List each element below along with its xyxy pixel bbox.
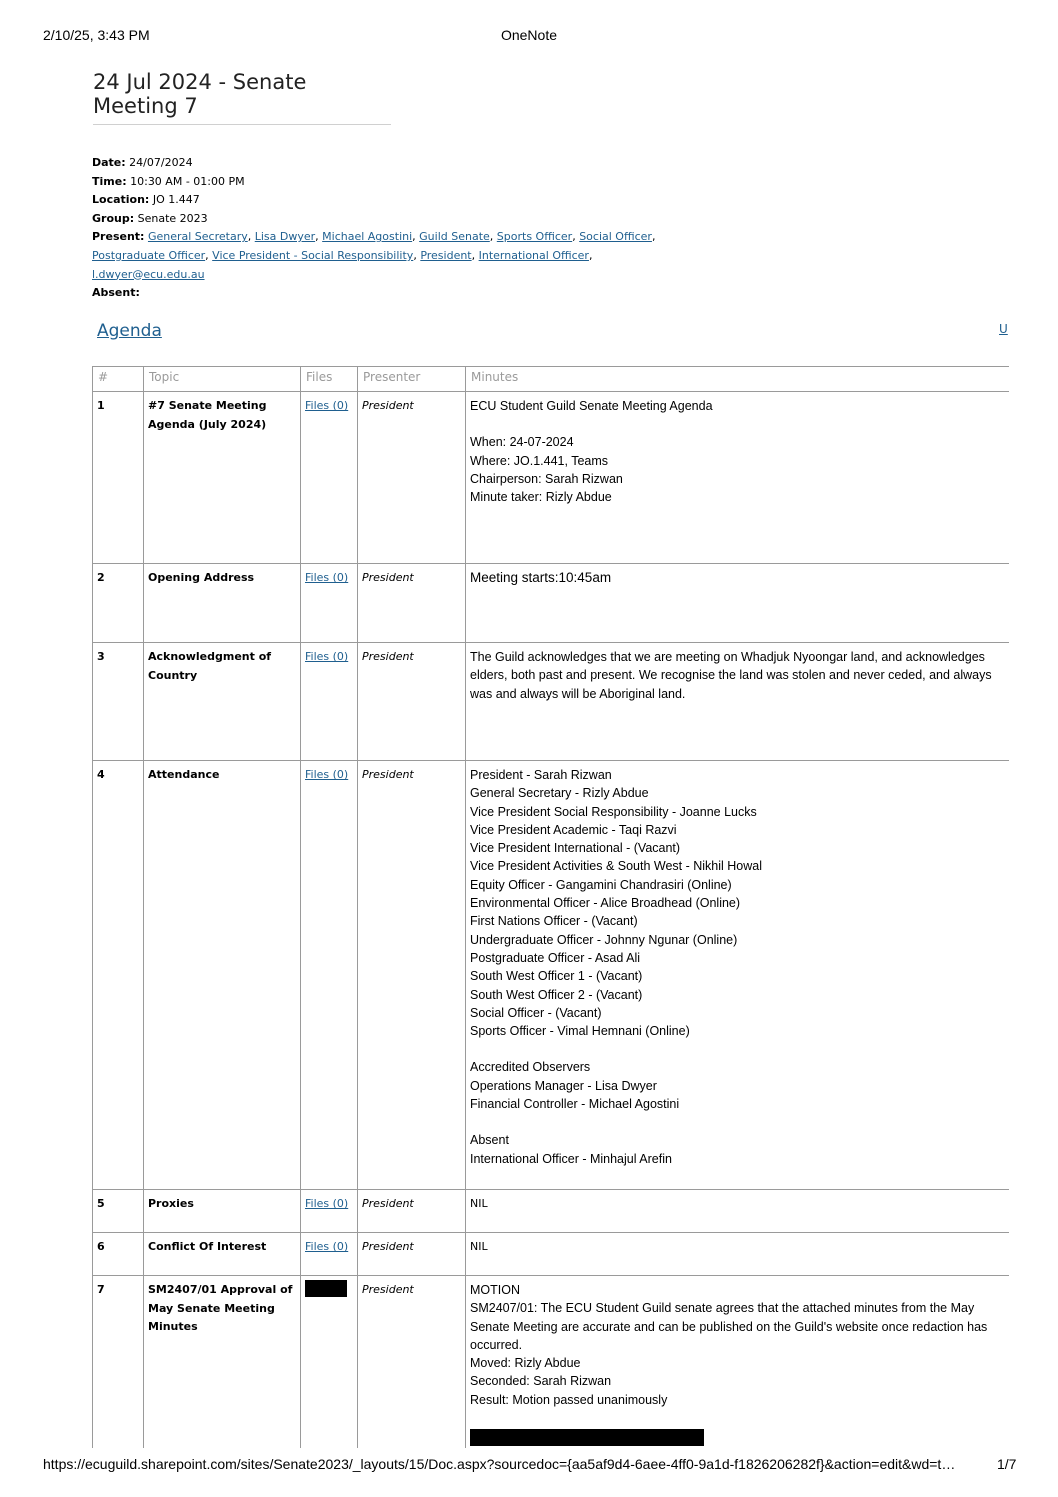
row-presenter: President: [358, 1190, 466, 1233]
minutes-line: Vice President Activities & South West - Nikhil Howal: [470, 859, 763, 874]
time-label: Time:: [92, 174, 127, 188]
minutes-line: Meeting starts:10:45am: [470, 570, 612, 585]
date-label: Date:: [92, 156, 126, 169]
location-label: Location:: [92, 193, 150, 207]
table-row: [93, 643, 1010, 761]
minutes-line: Chairperson: Sarah Rizwan: [470, 471, 623, 486]
files-link[interactable]: Files (0): [305, 768, 349, 781]
agenda-table: [92, 366, 1009, 1448]
present-link[interactable]: General Secretary: [147, 230, 248, 244]
print-datetime: 2/10/25, 3:43 PM: [43, 27, 150, 43]
present-link[interactable]: Social Officer: [579, 230, 652, 244]
clipped-link[interactable]: U: [999, 322, 1008, 336]
minutes-line: NIL: [470, 1240, 488, 1253]
minutes-line: Equity Officer - Gangamini Chandrasiri (Online): [470, 877, 732, 892]
minutes-line: MOTION: [470, 1283, 520, 1297]
header-topic: Topic: [144, 367, 301, 392]
header-presenter: Presenter: [358, 367, 466, 392]
row-number: 1: [93, 392, 144, 564]
row-topic: Opening Address: [144, 564, 301, 643]
table-row: [93, 564, 1010, 643]
page-number: 1/7: [997, 1456, 1017, 1472]
minutes-line: Moved: Rizly Abdue: [470, 1356, 581, 1371]
row-minutes: [466, 1233, 1010, 1276]
row-topic: #7 Senate Meeting Agenda (July 2024): [144, 392, 301, 564]
table-row: [93, 761, 1010, 1190]
table-row: [93, 1190, 1010, 1233]
row-presenter: President: [358, 1233, 466, 1276]
minutes-line: Vice President Academic - Taqi Razvi: [470, 822, 677, 837]
agenda-table-container: [92, 366, 1009, 1448]
minutes-line: Seconded: Sarah Rizwan: [470, 1374, 612, 1389]
present-link[interactable]: International Officer: [478, 248, 589, 262]
redaction-block: [470, 1429, 704, 1446]
header-files: Files: [301, 367, 358, 392]
row-topic: Proxies: [144, 1190, 301, 1233]
row-minutes: [466, 1276, 1010, 1449]
row-topic: Acknowledgment of Country: [144, 643, 301, 761]
present-link[interactable]: Guild Senate: [419, 230, 490, 244]
group-value: Senate 2023: [137, 211, 208, 225]
page-title: 24 Jul 2024 - Senate Meeting 7: [93, 70, 391, 125]
row-presenter: President: [358, 761, 466, 1190]
minutes-line: Postgraduate Officer - Asad Ali: [470, 950, 641, 965]
minutes-line: Environmental Officer - Alice Broadhead (Online): [470, 896, 741, 911]
minutes-line: Social Officer - (Vacant): [470, 1005, 602, 1020]
row-number: 2: [93, 564, 144, 643]
present-label: Present:: [92, 230, 145, 244]
minutes-line: Vice President International - (Vacant): [470, 841, 681, 856]
minutes-line: When: 24-07-2024: [470, 435, 574, 450]
minutes-line: Vice President Social Responsibility - Joanne Lucks: [470, 804, 757, 819]
present-link[interactable]: Postgraduate Officer: [92, 248, 206, 262]
table-row: [93, 392, 1010, 564]
row-topic: Conflict Of Interest: [144, 1233, 301, 1276]
minutes-line: Where: JO.1.441, Teams: [470, 453, 609, 468]
minutes-line: occurred.: [470, 1337, 523, 1352]
minutes-line: South West Officer 2 - (Vacant): [470, 987, 643, 1002]
row-number: 5: [93, 1190, 144, 1233]
header-num: #: [93, 367, 144, 392]
present-link[interactable]: Michael Agostini: [322, 230, 413, 244]
agenda-link[interactable]: Agenda: [97, 321, 162, 341]
present-link[interactable]: Lisa Dwyer: [254, 230, 316, 244]
minutes-line: South West Officer 1 - (Vacant): [470, 969, 643, 984]
meeting-details: Date: 24/07/2024 Time: 10:30 AM - 01:00 PM Location: JO 1.447 Group: Senate 2023 Present: General Secretary, Lisa Dwyer, Michael Agostini, Guild Senate, Sports Officer, Social Officer, Postgraduate Officer, Vice President - Social Responsibility, President, International Officer, l.dwyer@ecu.edu.au Absent:: [92, 156, 656, 300]
minutes-line: First Nations Officer - (Vacant): [470, 914, 638, 929]
files-link[interactable]: Files (0): [305, 650, 349, 663]
minutes-line: Undergraduate Officer - Johnny Ngunar (Online): [470, 932, 738, 947]
time-value: 10:30 AM - 01:00 PM: [130, 174, 245, 188]
minutes-line: Result: Motion passed unanimously: [470, 1392, 668, 1407]
row-topic: Attendance: [144, 761, 301, 1190]
row-presenter: President: [358, 643, 466, 761]
minutes-line: was and always will be Aboriginal land.: [470, 686, 686, 701]
row-minutes: [466, 643, 1010, 761]
row-minutes: [466, 564, 1010, 643]
row-minutes: [466, 761, 1010, 1190]
minutes-line: Absent: [470, 1133, 509, 1148]
row-presenter: President: [358, 392, 466, 564]
minutes-line: Operations Manager - Lisa Dwyer: [470, 1078, 657, 1093]
minutes-line: The Guild acknowledges that we are meeting on Whadjuk Nyoongar land, and acknowledges: [470, 650, 985, 664]
present-link[interactable]: President: [420, 248, 472, 262]
minutes-line: Financial Controller - Michael Agostini: [470, 1097, 680, 1112]
row-number: 4: [93, 761, 144, 1190]
minutes-line: Accredited Observers: [470, 1060, 591, 1075]
present-link[interactable]: Vice President - Social Responsibility: [212, 248, 414, 262]
present-link[interactable]: l.dwyer@ecu.edu.au: [92, 267, 205, 281]
minutes-line: Minute taker: Rizly Abdue: [470, 490, 612, 505]
row-minutes: [466, 392, 1010, 564]
minutes-line: ECU Student Guild Senate Meeting Agenda: [470, 399, 713, 413]
table-row: [93, 1276, 1010, 1449]
minutes-line: International Officer - Minhajul Arefin: [470, 1151, 672, 1166]
table-header-row: [93, 367, 1010, 392]
table-row: [93, 1233, 1010, 1276]
minutes-line: SM2407/01: The ECU Student Guild senate agrees that the attached minutes from the May: [470, 1301, 975, 1316]
row-minutes: [466, 1190, 1010, 1233]
minutes-line: elders, both past and present. We recognise the land was stolen and never ceded, and always: [470, 668, 992, 683]
absent-label: Absent:: [92, 286, 140, 300]
group-label: Group:: [92, 211, 135, 225]
date-value: 24/07/2024: [129, 156, 193, 169]
header-minutes: Minutes: [466, 367, 1010, 392]
files-link[interactable]: Files (0): [305, 1240, 349, 1253]
minutes-line: President - Sarah Rizwan: [470, 768, 612, 782]
redaction-block: [305, 1280, 347, 1297]
location-value: JO 1.447: [152, 193, 200, 207]
files-link[interactable]: Files (0): [305, 1197, 349, 1210]
minutes-line: General Secretary - Rizly Abdue: [470, 786, 649, 801]
page-url: https://ecuguild.sharepoint.com/sites/Senate2023/_layouts/15/Doc.aspx?sourcedoc={aa5af9d4-6aee-4ff0-9a1d-f1826206282f}&action=edit&wd=t…: [43, 1456, 956, 1472]
row-topic: SM2407/01 Approval of May Senate Meeting Minutes: [144, 1276, 301, 1449]
print-app-name: OneNote: [500, 27, 558, 43]
row-number: 7: [93, 1276, 144, 1449]
files-link[interactable]: Files (0): [305, 399, 349, 412]
row-number: 6: [93, 1233, 144, 1276]
row-number: 3: [93, 643, 144, 761]
present-link[interactable]: Sports Officer: [496, 230, 573, 244]
row-presenter: President: [358, 1276, 466, 1449]
files-link[interactable]: Files (0): [305, 571, 349, 584]
minutes-line: Sports Officer - Vimal Hemnani (Online): [470, 1024, 690, 1039]
minutes-line: NIL: [470, 1197, 488, 1210]
files-cell: [301, 1276, 358, 1449]
minutes-line: Senate Meeting are accurate and can be published on the Guild's website once redaction has: [470, 1319, 988, 1334]
row-presenter: President: [358, 564, 466, 643]
